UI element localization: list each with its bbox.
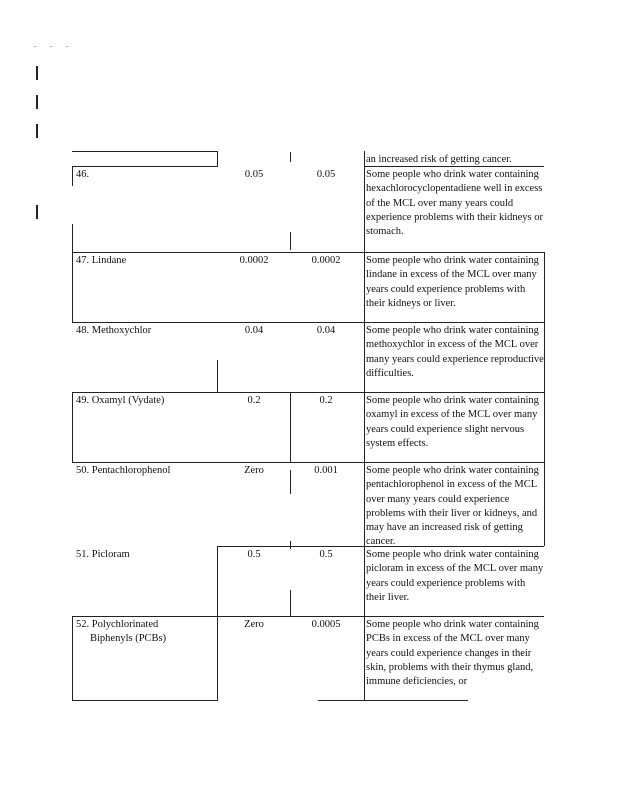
mcl-value: 0.0002 (311, 255, 341, 266)
mclg-value: 0.04 (244, 325, 264, 336)
contaminant-name: 46. (76, 169, 90, 180)
mclg-value: Zero (244, 465, 264, 476)
contaminant-name: 52. Polychlorinated (76, 619, 159, 630)
mcl-value: 0.05 (316, 169, 336, 180)
mclg-value: 0.05 (244, 169, 264, 180)
contaminant-name-continued: Biphenyls (PCBs) (90, 633, 167, 644)
effect-cell: Some people who drink water containing oxamyl in excess of the MCL over many years could experience slight nervous system effects. (366, 395, 539, 449)
contaminant-name: 50. Pentachlorophenol (76, 465, 171, 476)
mclg-value: Zero (244, 619, 264, 630)
mcl-value: 0.2 (319, 395, 333, 406)
mclg-value: 0.5 (247, 549, 261, 560)
effect-cell: Some people who drink water containing PCBs in excess of the MCL over many years could experience changes in their skin, problems with their thymus gland, immune deficiencies, or (366, 619, 539, 688)
contaminant-name: 49. Oxamyl (Vydate) (76, 395, 165, 406)
scan-artifact-dots: . . . (34, 40, 74, 49)
effect-cell: Some people who drink water containing picloram in excess of the MCL over many years could experience problems with their liver. (366, 549, 544, 603)
margin-mark (36, 205, 38, 219)
effect-cell: Some people who drink water containing hexachlorocyclopentadiene well in excess of the MCL over many years could experience problems with their kidneys or stomach. (366, 169, 543, 238)
effect-cell: Some people who drink water containing pentachlorophenol in excess of the MCL over many years could experience problems with their liver or kidneys, and may have an increased risk of getting cancer. (366, 465, 539, 548)
effect-cell: Some people who drink water containing lindane in excess of the MCL over many years could experience problems with their kidneys or liver. (366, 255, 539, 309)
mclg-value: 0.2 (247, 395, 261, 406)
effect-cell: Some people who drink water containing methoxychlor in excess of the MCL over many years could experience reproductive difficulties. (366, 325, 544, 379)
contaminant-name: 48. Methoxychlor (76, 325, 152, 336)
margin-mark (36, 66, 38, 80)
contaminant-name: 51. Picloram (76, 549, 130, 560)
margin-mark (36, 124, 38, 138)
mcl-value: 0.5 (319, 549, 333, 560)
mcl-value: 0.0005 (311, 619, 341, 630)
mcl-value: 0.001 (314, 465, 338, 476)
mclg-value: 0.0002 (239, 255, 269, 266)
contaminant-name: 47. Lindane (76, 255, 127, 266)
mcl-value: 0.04 (316, 325, 336, 336)
margin-mark (36, 95, 38, 109)
effect-cell: an increased risk of getting cancer. (366, 154, 512, 165)
